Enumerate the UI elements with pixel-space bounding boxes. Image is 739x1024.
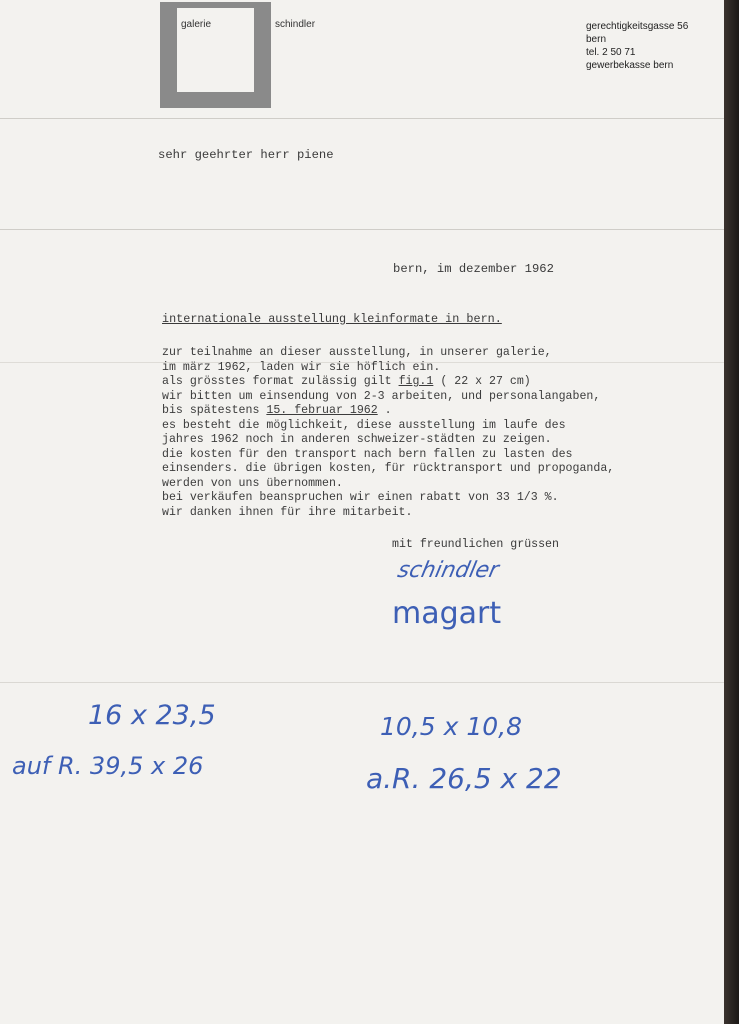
handwritten-note: a.R. 26,5 x 22 — [366, 762, 562, 795]
body-line: bei verkäufen beanspruchen wir einen rabatt von 33 1/3 %. — [162, 491, 559, 504]
signature-magart: magart — [392, 596, 502, 631]
fig-reference: fig.1 — [398, 375, 434, 388]
subject-line: internationale ausstellung kleinformate in bern. — [162, 312, 502, 326]
deadline-date: 15. februar 1962 — [266, 404, 378, 417]
address-line: bern — [586, 34, 607, 45]
fold-line — [0, 118, 724, 119]
handwritten-note: auf R. 39,5 x 26 — [12, 752, 204, 780]
body-line: jahres 1962 noch in anderen schweizer-städten zu zeigen. — [162, 433, 552, 446]
page-edge — [724, 0, 739, 1024]
date-line: bern, im dezember 1962 — [393, 262, 554, 276]
address-line: gerechtigkeitsgasse 56 — [586, 21, 689, 32]
handwritten-note: 16 x 23,5 — [88, 700, 216, 731]
closing: mit freundlichen grüssen — [392, 538, 559, 551]
address-line: tel. 2 50 71 — [586, 47, 636, 58]
signature-schindler: schindler — [395, 558, 501, 583]
body-line: zur teilnahme an dieser ausstellung, in unserer galerie, — [162, 346, 552, 359]
address-line: gewerbekasse bern — [586, 60, 674, 71]
fold-line — [0, 682, 724, 683]
body-line: die kosten für den transport nach bern fallen zu lasten des — [162, 447, 573, 461]
letter-body — [162, 346, 614, 520]
fold-line — [0, 229, 724, 230]
salutation: sehr geehrter herr piene — [158, 148, 334, 162]
logo-text-schindler: schindler — [275, 19, 316, 30]
body-line: als grösstes format zulässig gilt fig.1 ( 22 x 27 cm) — [162, 375, 531, 388]
logo-text-galerie: galerie — [181, 19, 212, 30]
body-line: es besteht die möglichkeit, diese ausstellung im laufe des — [162, 418, 566, 432]
body-line: im märz 1962, laden wir sie höflich ein. — [162, 360, 441, 374]
body-line: wir bitten um einsendung von 2-3 arbeiten, und personalangaben, — [162, 389, 601, 403]
letterhead-address — [586, 20, 688, 72]
body-line: bis spätestens 15. februar 1962 . — [162, 404, 392, 417]
body-line: werden von uns übernommen. — [162, 476, 343, 490]
handwritten-note: 10,5 x 10,8 — [380, 712, 523, 741]
body-line: wir danken ihnen für ihre mitarbeit. — [162, 505, 413, 519]
body-line: einsenders. die übrigen kosten, für rücktransport und propoganda, — [162, 462, 615, 475]
